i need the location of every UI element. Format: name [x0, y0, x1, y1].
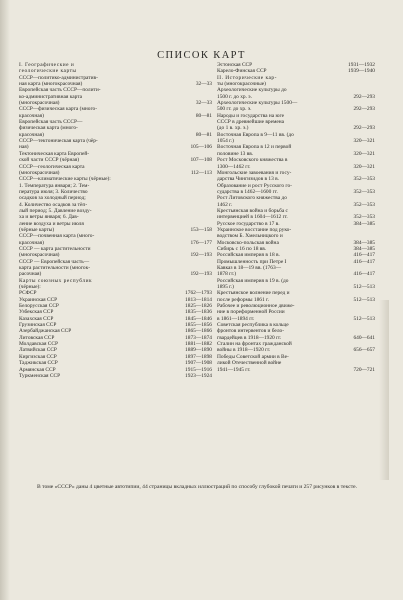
map-entry-pages: 1915—1916 [185, 366, 212, 373]
map-entry-title: (многокрасочная) [19, 169, 60, 176]
map-entry-title: ты (многокрасочные) [217, 81, 266, 88]
map-entry-pages: 1855—1856 [185, 322, 212, 329]
map-entry-title: расочная) [19, 271, 42, 278]
map-entry-title: Восточная Европа в 12 и первой [217, 144, 292, 151]
map-entry-title: дарства Чингизидов в 13 в. [217, 176, 280, 183]
map-entry-pages: 153—158 [190, 226, 212, 233]
map-entry-title: Сибирь с 16 по 18 вв. [217, 245, 267, 252]
map-entry-title: геологические карты [19, 68, 77, 75]
map-entry-title: ликой Отечественной войне [217, 360, 282, 367]
map-entry-title: Российская империя в 18 в. [217, 252, 280, 259]
map-entry-title: Рост Литовского княжества до [217, 195, 287, 202]
map-entry-title: Белорусская ССР [19, 303, 59, 310]
map-entry-title: Московско-польская война [217, 239, 279, 246]
map-entry-pages: 292—293 [353, 93, 375, 100]
map-entry-title: Литовская ССР [19, 334, 55, 341]
map-entry-pages: 384—385 [353, 220, 375, 227]
map-entry-title: (чёрные): [19, 284, 41, 291]
map-entry-title: красочная) [19, 112, 44, 119]
map-entry-title: гвардейцев в 1918—1920 гг. [217, 334, 282, 341]
map-entry-pages: 1931—1932 [348, 62, 375, 68]
map-entry-title: Советская республика в кольце [217, 322, 289, 329]
map-entry-title: фронтов интервентов и бело- [217, 328, 284, 335]
map-entry-pages: 720—721 [353, 366, 375, 373]
map-entry-title: Армянская ССР [19, 366, 56, 373]
map-entry-title: красочная) [19, 239, 44, 246]
map-entry-pages: 80—81 [195, 131, 212, 138]
map-entry-title: Грузинская ССР [19, 322, 57, 329]
map-entry-title: Сталин на фронтах гражданской [217, 341, 292, 348]
map-entry-pages: 1923—1924 [185, 372, 212, 379]
map-entry-pages: 320—321 [353, 138, 375, 145]
map-entry-title: ние в пореформенной России [217, 309, 285, 316]
map-entry-title: Крестьянское волнение перед и [217, 290, 290, 297]
map-entry-title: (чёрные карты) [19, 226, 55, 233]
map-entry-title: Эстонская ССР [217, 62, 253, 68]
map-entry-title: СССР — карта растительности [19, 245, 91, 252]
map-entry-title: ная карта (многокрасочная) [19, 81, 83, 88]
map-entry-pages: 656—657 [353, 347, 375, 354]
map-entry-title: СССР—климатические карты (чёрные): [19, 176, 111, 183]
map-entry-pages: 320—321 [353, 163, 375, 170]
map-entry-pages: 352—353 [353, 214, 375, 221]
page-title: СПИСОК КАРТ [157, 50, 246, 61]
map-entry-pages: 292—293 [353, 106, 375, 113]
map-entry-title: Российская империя в 19 в. (до [217, 277, 289, 284]
footer-note: В томе «СССР» даны 4 цветные автотипии, 44 страницы вкладных иллюстраций по способу глубокой печати и 257 рисунков в тексте. [37, 484, 358, 490]
page-spine-shadow [0, 0, 10, 600]
map-entry-title: Образование и рост Русского го- [217, 182, 292, 189]
map-entry-title: лый период; 5. Давление возду- [19, 207, 92, 214]
map-entry-title: 1300—1462 гг. [217, 163, 251, 170]
map-entry-pages: 1865—1866 [185, 328, 212, 335]
map-entry-title: пература июля; 3. Количество [19, 188, 88, 195]
map-entry-pages: 1881—1882 [185, 341, 212, 348]
map-list-entry [19, 373, 212, 379]
map-entry-title: Европейская часть СССР—полити- [19, 87, 101, 94]
map-entry-title: Кавказ в 18—19 вв. (1763— [217, 265, 282, 271]
map-entry-title: СССР в древнейшие времена [217, 119, 285, 126]
map-entry-title: Украинское восстание под руко- [217, 226, 292, 233]
map-entry-title: Туркменская ССР [19, 372, 61, 379]
map-entry-title: 1. Температура января; 2. Тем- [19, 182, 90, 189]
map-entry-pages: 1889—1890 [185, 347, 212, 354]
map-entry-title: ха и ветры января; 6. Дав- [19, 214, 79, 221]
map-entry-pages: 192—193 [190, 252, 212, 259]
map-entry-title: ской части СССР (чёрная) [19, 157, 80, 164]
map-entry-title: войны в 1918—1920 гг. [217, 347, 271, 354]
map-entry-pages: 416—417 [353, 271, 375, 278]
map-entry-pages: 1907—1908 [185, 360, 212, 367]
map-entry-title: РСФСР [19, 290, 37, 297]
map-entry-title: Азербайджанская ССР [19, 328, 72, 335]
map-entry-title: 1054 г.) [217, 138, 234, 145]
map-entry-pages: 1813—1814 [185, 296, 212, 303]
map-entry-title: Народы и государства на юге [217, 112, 285, 119]
map-entry-pages: 192—193 [190, 271, 212, 278]
map-entry-title: I. Географические и [19, 62, 75, 68]
map-entry-title: ко-административная карта [19, 93, 83, 100]
map-entry-title: Русское государство в 17 в. [217, 220, 280, 227]
map-entry-pages: 384—385 [353, 239, 375, 246]
map-entry-pages: 1897—1898 [185, 353, 212, 360]
map-entry-pages: 1939—1940 [348, 68, 375, 75]
map-entry-title: ная) [19, 144, 29, 151]
map-entry-pages: 352—353 [353, 201, 375, 208]
map-entry-title: Европейская часть СССР— [19, 119, 83, 126]
map-entry-title: половине 13 вв. [217, 150, 254, 157]
map-entry-title: осадков за холодный период; [19, 195, 86, 202]
map-entry-pages: 1835—1836 [185, 309, 212, 316]
map-entry-title: 4. Количество осадков за тёп- [19, 201, 88, 208]
map-entry-title: Киргизская ССР [19, 353, 57, 360]
map-entry-title: (до 1 в. хр. э.) [217, 125, 249, 132]
map-entry-title: СССР—почвенная карта (много- [19, 233, 95, 240]
map-entry-title: Восточная Европа в 9—11 вв. (до [217, 131, 294, 138]
map-list-entry [217, 367, 375, 373]
map-entry-title: карта растительности (многок- [19, 265, 91, 271]
map-entry-pages: 512—513 [353, 315, 375, 322]
map-entry-pages: 352—353 [353, 188, 375, 195]
map-entry-pages: 105—106 [190, 144, 212, 151]
map-entry-title: Молдавская ССР [19, 341, 58, 348]
map-entry-title: красочная) [19, 131, 44, 138]
map-entry-title: в 1861—1894 гг. [217, 315, 255, 322]
map-entry-title: Рабочее и революционное движе- [217, 303, 295, 310]
page-edge-stain [379, 300, 389, 480]
map-entry-pages: 80—81 [195, 112, 212, 119]
map-entry-pages: 640—641 [353, 334, 375, 341]
map-entry-title: 1878 гг.) [217, 271, 237, 278]
map-entry-title: 1500 г. до хр. э. [217, 93, 252, 100]
map-entry-title: Карело-Финская ССР [217, 68, 267, 75]
map-entry-pages: 512—513 [353, 284, 375, 291]
map-entry-title: Латвийская ССР [19, 347, 57, 354]
map-entry-title: СССР—геологическая карта [19, 163, 85, 170]
map-entry-pages: 320—321 [353, 150, 375, 157]
map-entry-title: Карты союзных республик [19, 277, 93, 284]
map-entry-title: Археологические культуры 1500— [217, 100, 298, 107]
map-entry-title: сударства в 1462—1600 гг. [217, 188, 278, 195]
map-entry-title: после реформы 1861 г. [217, 296, 269, 303]
map-entry-pages: 512—513 [353, 296, 375, 303]
map-entry-title: Монгольские завоевания и госу- [217, 169, 292, 176]
map-entry-pages: 1762—1793 [185, 290, 212, 297]
map-entry-pages: 384—385 [353, 245, 375, 252]
map-entry-title: Тектоническая карта Европей- [19, 150, 90, 157]
map-entry-title: водством Б. Хмельницкого и [217, 233, 283, 240]
map-entry-pages: 1825—1826 [185, 303, 212, 310]
map-entry-pages: 292—293 [353, 125, 375, 132]
left-column [19, 62, 212, 379]
map-entry-title: 1941—1945 гг. [217, 366, 251, 373]
map-entry-title: 1895 г.) [217, 284, 234, 291]
map-entry-title: СССР — Европейская часть— [19, 258, 90, 265]
map-entry-title: 1462 г. [217, 201, 233, 208]
map-entry-title: Узбекская ССР [19, 309, 54, 316]
map-entry-title: Победы Советской армии в Ве- [217, 353, 289, 360]
map-entry-title: Археологические культуры до [217, 87, 287, 94]
map-entry-title: Рост Московского княжества в [217, 157, 288, 164]
map-entry-pages: 176—177 [190, 239, 212, 246]
map-entry-title: интервенцией в 1604—1612 гг. [217, 214, 288, 221]
right-column [217, 62, 375, 373]
map-entry-title: Казахская ССР [19, 315, 54, 322]
map-entry-pages: 416—417 [353, 252, 375, 259]
map-entry-pages: 416—417 [353, 258, 375, 265]
map-entry-pages: 107—108 [190, 157, 212, 164]
map-entry-title: СССР—физическая карта (много- [19, 106, 98, 113]
map-entry-title: II. Исторические кар- [217, 74, 277, 81]
map-entry-title: СССР—политико-административ- [19, 74, 98, 81]
map-entry-title: (многокрасочная) [19, 100, 60, 107]
map-entry-pages: 1873—1874 [185, 334, 212, 341]
map-entry-pages: 32—33 [195, 81, 212, 88]
map-entry-title: ление воздуха и ветры июля [19, 220, 84, 227]
map-entry-title: СССР—тектоническая карта (чёр- [19, 138, 98, 145]
map-entry-title: Крестьянская война и борьба с [217, 207, 288, 214]
map-entry-title: физическая карта (много- [19, 125, 78, 132]
map-entry-pages: 32—33 [195, 100, 212, 107]
map-entry-title: Таджикская ССР [19, 360, 58, 367]
map-entry-title: (многокрасочная) [19, 252, 60, 259]
map-entry-title: Промышленность при Петре I [217, 258, 287, 265]
map-entry-title: Украинская ССР [19, 296, 58, 303]
map-entry-pages: 112—113 [190, 169, 212, 176]
map-entry-pages: 1845—1846 [185, 315, 212, 322]
map-entry-title: 500 гг. до хр. э. [217, 106, 252, 113]
map-entry-pages: 352—353 [353, 176, 375, 183]
